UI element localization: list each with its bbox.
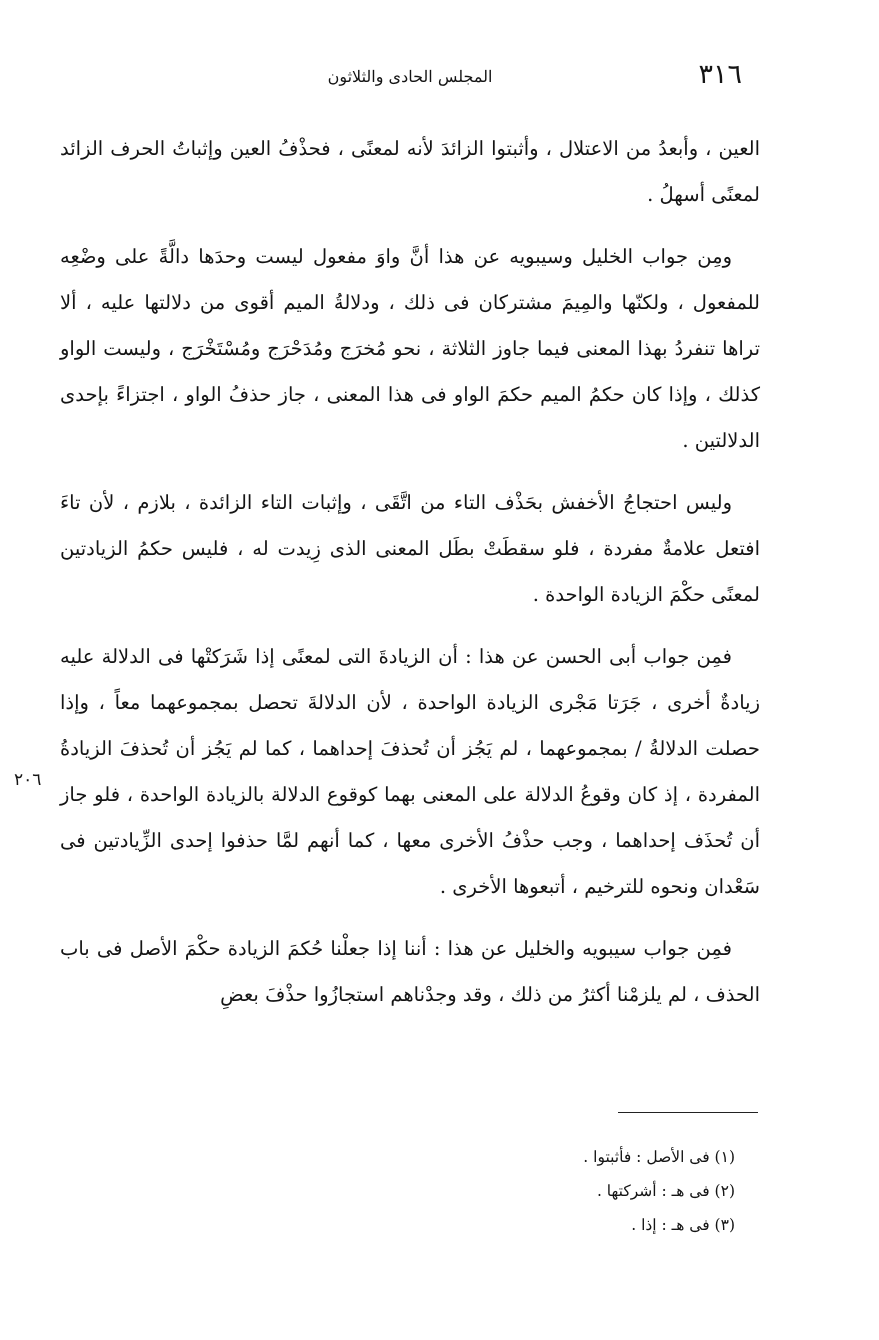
page-number: ٣١٦: [698, 59, 742, 90]
footnote-3: (٣) فى هـ : إذا .: [631, 1216, 735, 1234]
paragraph-4: فمِن جواب أبى الحسن عن هذا : أن الزيادةَ التى لمعنًى إذا شَرَكتْها فى الدلالة عليه زيادةٌ أخرى ، جَرَتا مَجْرى الزيادة الواحدة ، لأن الدلالةَ تحصل بمجموعهما معاً ، وإذا حصلت الدلالةُ / بمجموعهما ، لم يَجُز أن تُحذفَ إحداهما ، كما لم يَجُز أن تُحذفَ الزيادةُ المفردة ، إذ كان وقوعُ الدلالة على المعنى بهما كوقوع الدلالة بالزيادة الواحدة ، فلو جاز أن تُحذَف إحداهما ، وجب حذْفُ الأخرى معها ، كما أنهم لمَّا حذفوا إحدى الزِّيادتين فى سَعْدان ونحوه للترخيم ، أتبعوها الأخرى .: [60, 645, 760, 898]
footnotes: [60, 1140, 735, 1242]
footnote-2: (٢) فى هـ : أشركتها .: [596, 1182, 735, 1200]
paragraph-2: ومِن جواب الخليل وسيبويه عن هذا أنَّ واوَ مفعول ليست وحدَها دالَّةً على وضْعِه للمفعول ، ولكنّها والمِيمَ مشتركان فى ذلك ، ودلالةُ الميم أقوى من دلالتها عليه ، ألا تراها تنفردُ بهذا المعنى فيما جاوز الثلاثة ، نحو مُخرَج ومُدَحْرَج ومُسْتَخْرَج ، وليست الواو كذلك ، وإذا كان حكمُ الميم حكمَ الواو فى هذا المعنى ، جاز حذفُ الواو ، اجتزاءً بإحدى الدلالتين .: [60, 245, 760, 452]
margin-page-reference: ٢٠٦: [14, 770, 42, 790]
footnote-1: (١) فى الأصل : فأثبتوا .: [583, 1148, 735, 1166]
paragraph-5: فمِن جواب سيبويه والخليل عن هذا : أننا إذا جعلْنا حُكمَ الزيادة حكْمَ الأصل فى باب الحذف ، لم يلزمْنا أكثرُ من ذلك ، وقد وجدْناهم استجازُوا حذْفَ بعضِ: [60, 937, 760, 1006]
footnote-divider: [618, 1112, 758, 1113]
running-title: المجلس الحادى والثلاثون: [327, 67, 493, 86]
paragraph-3: وليس احتجاجُ الأخفش بحَذْف التاء من اتَّقَى ، وإثبات التاء الزائدة ، بلازم ، لأن تاءَ افتعل علامةٌ مفردة ، فلو سقطَتْ بطَل المعنى الذى زِيدت له ، فليس حكمُ الزيادتين لمعنًى حكْمَ الزيادة الواحدة .: [60, 491, 760, 606]
page-header: [60, 58, 760, 94]
paragraph-1: العين ، وأبعدُ من الاعتلال ، وأثبتوا الزائدَ لأنه لمعنًى ، فحذْفُ العين وإثباتُ الحرف الزائد لمعنًى أسهلُ .: [60, 137, 760, 206]
main-text: [60, 126, 760, 1018]
